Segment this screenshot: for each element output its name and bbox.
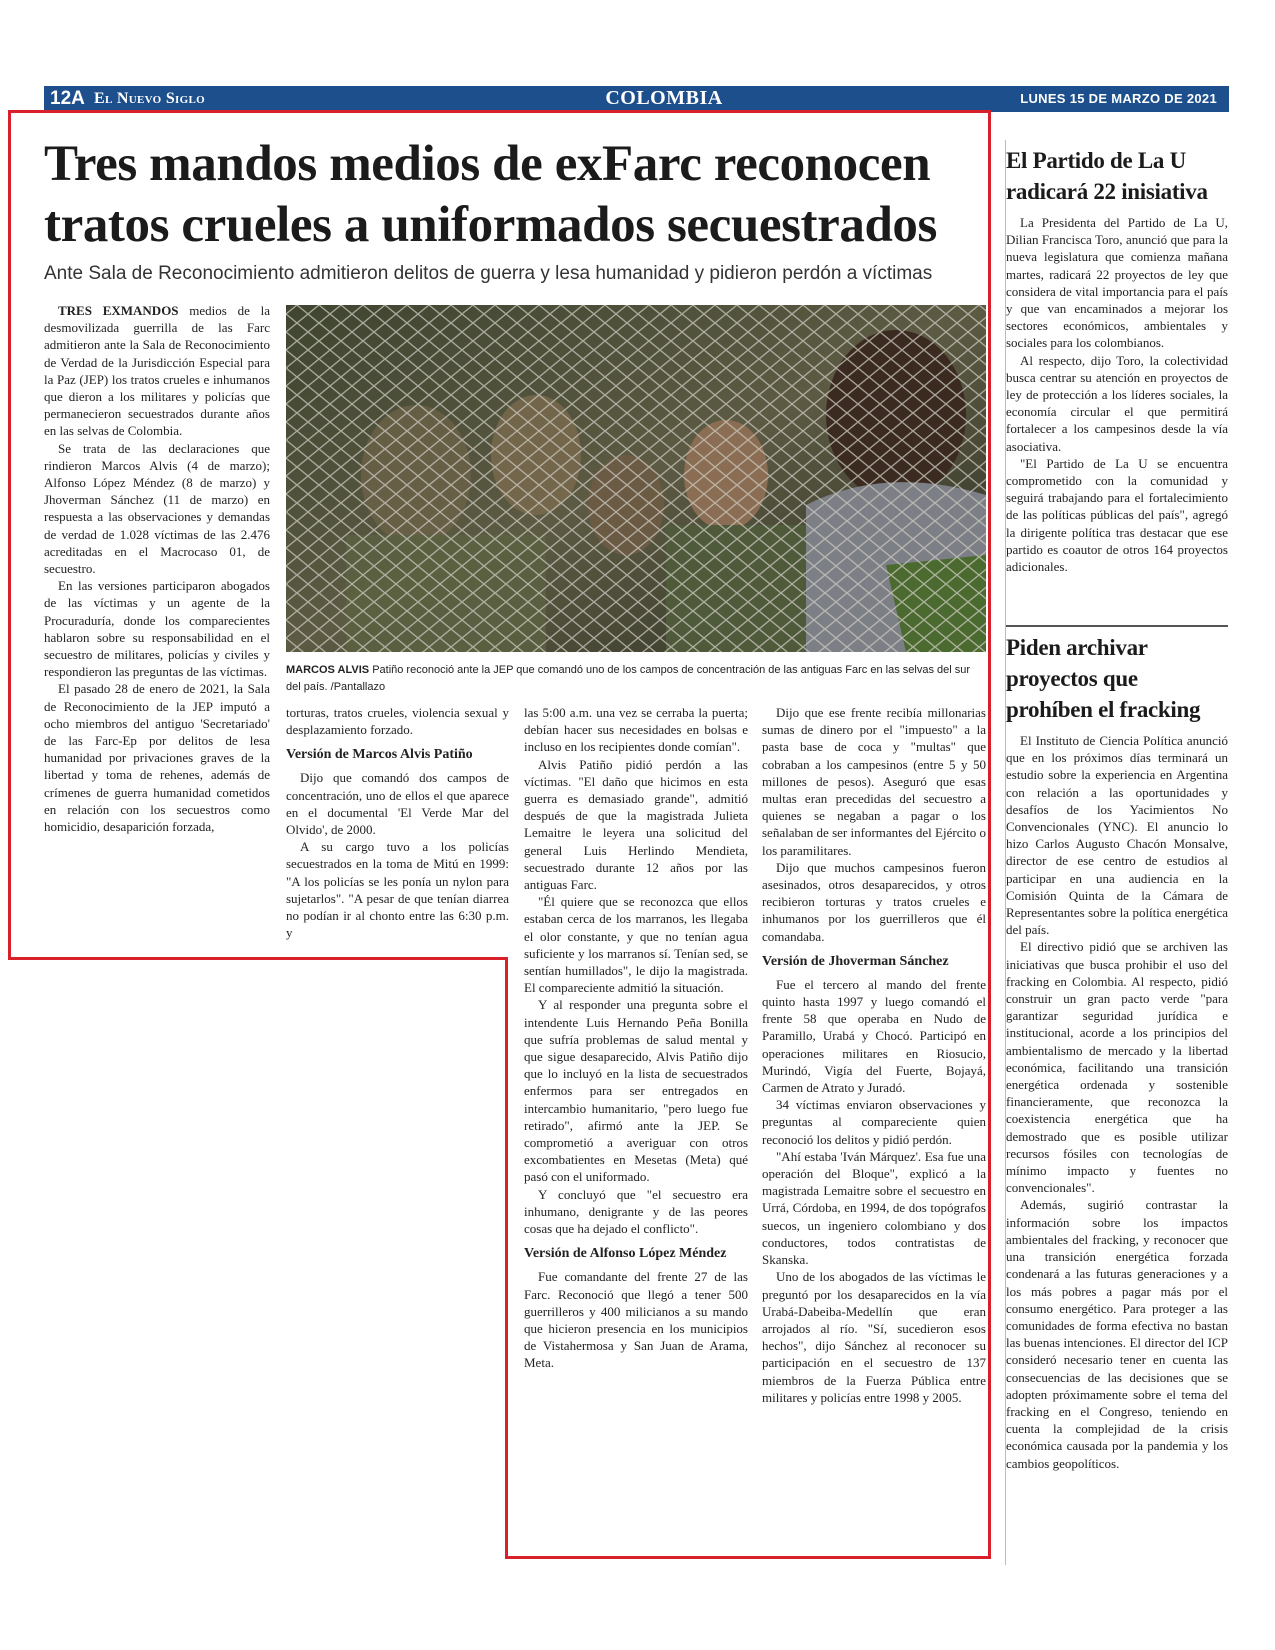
lead-in: TRES EXMANDOS xyxy=(58,303,179,318)
paragraph: La Presidenta del Partido de La U, Dilian Francisca Toro, anunció que para la nueva legislatura que comienza mañana martes, radicará 22 proyectos de ley que considera de vital importancia para el país y que van encaminados a mejorar los sectores económicos, ambientales y sociales para los colombianos. xyxy=(1006,215,1228,351)
caption-text: Patiño reconoció ante la JEP que comandó uno de los campos de concentración de las antiguas Farc en las selvas del sur del país. /Pantallazo xyxy=(286,664,971,693)
paragraph: Se trata de las declaraciones que rindieron Marcos Alvis (4 de marzo); Alfonso López Méndez (8 de marzo) y Jhoverman Sánchez (11 de marzo) en respuesta a las observaciones y demandas de verdad de 1.028 víctimas de las 2.476 acreditadas en el Macrocaso 01, de secuestro. xyxy=(44,440,270,577)
paragraph: Además, sugirió contrastar la información sobre los impactos ambientales del fracking, y reconocer que una transición energética forzada condenará a las futuras generaciones y a los más pobres a pagar más por el consumo energético. Para proteger a las comunidades de forma efectiva no bastan las buenas intenciones. El director del ICP consideró necesario tener en cuenta las consecuencias de las decisiones que se adopten próximamente sobre el tema del fracking en el Congreso, teniendo en cuenta la complejidad de la crisis económica causada por la pandemia y los cambios geopolíticos. xyxy=(1006,1197,1228,1471)
sidebar-story1-title: El Partido de La U radicará 22 inisiativa xyxy=(1006,148,1208,204)
article-column-3 xyxy=(524,704,748,1372)
paragraph: A su cargo tuvo a los policías secuestrados en la toma de Mitú en 1999: "A los policías se les ponía un nylon para sujetarlos". "A pesar de que tenían diarrea no podían ir al chonto entre las 6:30 p.m. y xyxy=(286,839,509,941)
photo-prisoners-behind-wire-fence xyxy=(286,305,986,652)
sidebar-story2-title: Piden archivar proyectos que prohíben el fracking xyxy=(1006,635,1201,722)
paragraph: En las versiones participaron abogados de las víctimas y un agente de la Procuraduría, donde los comparecientes hablaron sobre su responsabilidad en el secuestro de militares, policías y civiles y respondieron las preguntas de las víctimas. xyxy=(44,578,270,680)
paragraph: "Él quiere que se reconozca que ellos estaban cerca de los marranos, les llegaba el olor constante, y que no tenían agua suficiente y los marranos sí. Tenían sed, se sentían humillados", le dijo la magistrada. El compareciente admitió la situación. xyxy=(524,894,748,996)
sidebar-story1-body xyxy=(1006,214,1228,575)
paragraph: Al respecto, dijo Toro, la colectividad busca centrar su atención en proyectos de ley de protección a los líderes sociales, la economía circular el que permitirá fortalecer a los campesinos desde la vía asociativa. xyxy=(1006,352,1228,454)
issue-date: LUNES 15 DE MARZO DE 2021 xyxy=(1020,91,1217,106)
publication-name: El Nuevo Siglo xyxy=(94,90,205,107)
paragraph: Dijo que muchos campesinos fueron asesinados, otros desaparecidos, y otros recibieron torturas y tratos crueles e inhumanos por los guerrilleros que él comandaba. xyxy=(762,859,986,944)
page-header-bar xyxy=(44,86,1229,112)
paragraph: Y al responder una pregunta sobre el intendente Luis Hernando Peña Bonilla que sufría problemas de salud mental y que sigue desaparecido, Alvis Patiño dijo que lo incluyó en la lista de secuestrados enfermos para ser entregados en intercambio humanitario, "pero luego fue retirado", afirmó ante la JEP. Se comprometió a averiguar con otros excombatientes en Mesetas (Meta) qué pasó con el uniformado. xyxy=(524,997,748,1185)
paragraph: Dijo que comandó dos campos de concentración, uno de ellos el que aparece en el documental 'El Verde Mar del Olvido', de 2000. xyxy=(286,770,509,838)
paragraph: las 5:00 a.m. una vez se cerraba la puerta; debían hacer sus necesidades en bolsas e incluso en los recipientes donde comían". xyxy=(524,705,748,755)
paragraph: Uno de los abogados de las víctimas le preguntó por los desaparecidos en la vía Urabá-Dabeiba-Medellín que eran arrojados al río. "Sí, sucedieron esos hechos", dijo Sánchez al reconocer su participación en el secuestro de 137 miembros de la Fuerza Pública entre militares y policías entre 1998 y 2005. xyxy=(762,1269,986,1405)
section-name: COLOMBIA xyxy=(605,87,723,109)
paragraph: Y concluyó que "el secuestro era inhumano, denigrante y de las peores cosas que ha dejado el conflicto". xyxy=(524,1186,748,1237)
paragraph: El pasado 28 de enero de 2021, la Sala de Reconocimiento de la JEP imputó a ocho miembros del antiguo 'Secretariado' de las Farc-Ep por delitos de lesa humanidad por privaciones graves de la libertad y toma de rehenes, además de crímenes de guerra humanidad cometidos en relación con los secuestros como homicidio, desaparición forzada, xyxy=(44,681,270,835)
paragraph: "El Partido de La U se encuentra comprometido con la comunidad y seguirá trabajando para el fortalecimiento de las políticas públicas del país", agregó la dirigente política tras destacar que ese partido es coautor de otros 164 proyectos adicionales. xyxy=(1006,455,1228,575)
paragraph: medios de la desmovilizada guerrilla de las Farc admitieron ante la Sala de Reconocimiento de Verdad de la Jurisdicción Especial para la Paz (JEP) los tratos crueles e inhumanos que dieron a los militares y policías que permanecieron secuestrados durante años en las selvas de Colombia. xyxy=(44,303,270,439)
article-column-4 xyxy=(762,704,986,1406)
paragraph: El directivo pidió que se archiven las iniciativas que busca prohibir el uso del fracking en Colombia. Al respecto, pidió construir un gran pacto verde "para garantizar seguridad jurídica e institucional, acorde a los principios del ambientalismo de mercado y la libertad económica, facilitando una transición energética ordenada y sostenible financieramente, que reconozca la coexistencia energética que ha demostrado que es posible utilizar recursos fósiles con tecnologías de mínimo impacto y fuentes no convencionales". xyxy=(1006,939,1228,1196)
article-column-2 xyxy=(286,704,509,941)
paragraph: "Ahí estaba 'Iván Márquez'. Esa fue una operación del Bloque", explicó a la magistrada Lemaitre sobre el secuestro en Urrá, Córdoba, en 1994, de dos topógrafos suecos, un ingeniero colombiano y dos conductores, todos contratistas de Skanska. xyxy=(762,1148,986,1268)
paragraph: Alvis Patiño pidió perdón a las víctimas. "El daño que hicimos en esta guerra es demasiado grande", admitió después de que la magistrada Julieta Lemaitre le leyera una solicitud del general Luis Herlindo Mendieta, secuestrado durante 12 años por las antiguas Farc. xyxy=(524,756,748,893)
article-column-1 xyxy=(44,302,270,835)
subheading: Versión de Marcos Alvis Patiño xyxy=(286,747,473,763)
photo-caption xyxy=(286,662,986,696)
article-headline: Tres mandos medios de exFarc reconocen tratos crueles a uniformados secuestrados xyxy=(44,136,937,253)
sidebar-story-divider xyxy=(1006,625,1228,627)
caption-name: MARCOS ALVIS xyxy=(286,664,370,676)
paragraph: Dijo que ese frente recibía millonarias sumas de dinero por el "impuesto" a la pasta base de coca y "multas" que cobraban a los campesinos (entre 5 y 50 millones de pesos). Aseguró que esas multas eran precedidas del secuestro a quienes se negaban a pagar o los señalaban de ser informantes del Ejército o los paramilitares. xyxy=(762,705,986,858)
paragraph: Fue el tercero al mando del frente quinto hasta 1997 y luego comandó el frente 58 que operaba en Nudo de Paramillo, Urabá y Chocó. Participó en operaciones militares en Riosucio, Murindó, Vigía del Fuerte, Bojayá, Carmen de Atrato y Juradó. xyxy=(762,976,986,1096)
subheading: Versión de Alfonso López Méndez xyxy=(524,1246,727,1262)
subheading: Versión de Jhoverman Sánchez xyxy=(762,953,949,969)
page-number: 12A xyxy=(50,88,85,109)
sidebar-story2-body xyxy=(1006,732,1228,1472)
paragraph: Fue comandante del frente 27 de las Farc. Reconoció que llegó a tener 500 guerrilleros y 400 milicianos a su mando que hicieron presencia en los municipios de Vistahermosa y San Juan de Arama, Meta. xyxy=(524,1269,748,1371)
paragraph: torturas, tratos crueles, violencia sexual y desplazamiento forzado. xyxy=(286,705,509,738)
paragraph: El Instituto de Ciencia Política anunció que en los próximos días terminará un estudio sobre la experiencia en Argentina con relación a las oportunidades y desafíos de los Yacimientos No Convencionales (YNC). El anuncio lo hizo Carlos Augusto Chacón Monsalve, director de ese centro de estudios al participar en una audiencia en la Comisión Quinta de la Cámara de Representantes sobre la política energética del país. xyxy=(1006,733,1228,938)
article-subheadline: Ante Sala de Reconocimiento admitieron delitos de guerra y lesa humanidad y pidieron perdón a víctimas xyxy=(44,263,933,284)
paragraph: 34 víctimas enviaron observaciones y preguntas al compareciente quien reconoció los delitos y pidió perdón. xyxy=(762,1097,986,1147)
